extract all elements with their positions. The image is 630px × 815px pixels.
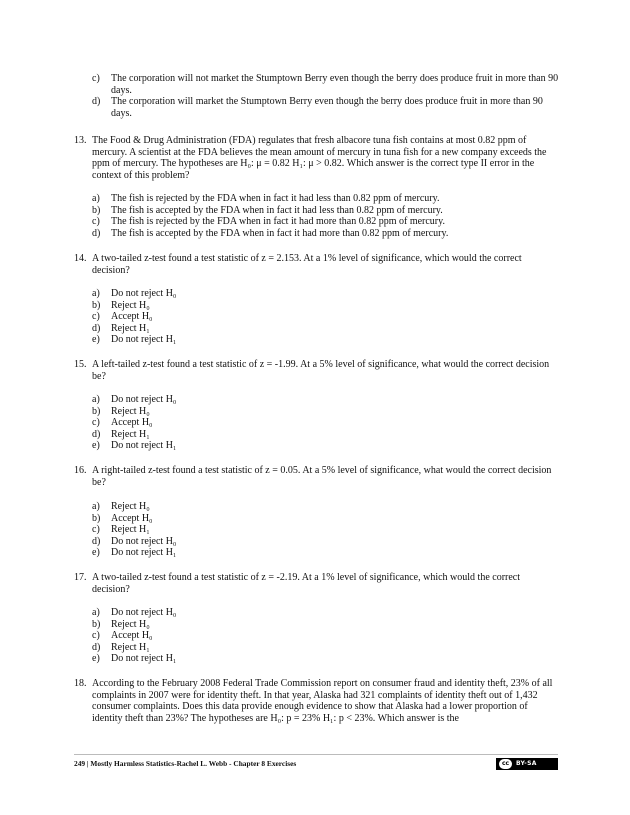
question-17 [74,572,560,595]
q16-options [92,501,562,559]
option-e [92,440,562,452]
option-letter: a) [92,501,100,512]
option-d [92,323,562,335]
option-text: Accept H₀ [111,311,153,323]
question-number: 14. [74,253,87,264]
question-number: 18. [74,678,87,689]
option-letter: d) [92,322,101,334]
license-label: BY-SA [516,760,537,768]
option-letter: b) [92,512,101,524]
option-text: Do not reject H₁ [111,440,177,452]
question-stem: A left-tailed z-test found a test statistic of z = -1.99. At a 5% level of significance, what would the correct decision be? [92,359,550,382]
option-b [92,619,562,631]
option-text: Reject H₁ [111,428,150,440]
option-text: Do not reject H₁ [111,653,177,665]
option-letter: c) [92,524,100,536]
cc-license-badge [496,758,558,770]
option-letter: b) [92,204,101,216]
option-letter: a) [92,288,100,299]
option-text: Reject H₁ [111,641,150,653]
option-text: The corporation will not market the Stumptown Berry even though the berry does produce fruit in more than 90 days. [111,73,559,96]
option-letter: a) [92,607,100,618]
q13-options [92,193,562,239]
question-16 [74,465,560,488]
option-text: Do not reject H₀ [111,607,177,618]
question-14 [74,253,560,276]
option-a [92,501,562,513]
question-stem: According to the February 2008 Federal Trade Commission report on consumer fraud and identity theft, 23% of all complaints in 2007 were for identity theft. In that year, Alaska had 321 complaints of identity theft out of 1,432 consumer complaints. Does this data provide enough evidence to show that Alaska had a lower proportion of identity theft than 23%? The hypotheses are H₀: p = 23% H₁: p < 23%. Which answer is the [92,678,553,724]
option-letter: b) [92,299,101,311]
option-letter: d) [92,428,101,440]
option-b [92,300,562,312]
q15-options [92,394,562,452]
question-13 [74,135,560,181]
option-letter: d) [92,535,101,547]
option-b [92,205,562,217]
option-text: Reject H₀ [111,501,150,512]
q12-options [92,73,562,119]
option-text: The fish is accepted by the FDA when in fact it had more than 0.82 ppm of mercury. [111,227,449,239]
page-footer [74,754,558,769]
option-letter: c) [92,311,100,323]
option-text: Do not reject H₁ [111,547,177,559]
footer-text: 249 | Mostly Harmless Statistics-Rachel L. Webb - Chapter 8 Exercises [74,759,297,768]
option-letter: b) [92,405,101,417]
option-text: Accept H₀ [111,417,153,429]
option-text: Reject H₁ [111,322,150,334]
option-a [92,288,562,300]
option-text: Reject H₀ [111,299,150,311]
option-c [92,630,562,642]
option-text: Accept H₀ [111,512,153,524]
question-15 [74,359,560,382]
option-a [92,607,562,619]
option-c [92,311,562,323]
option-letter: c) [92,73,100,84]
option-text: Accept H₀ [111,630,153,642]
option-text: Reject H₀ [111,405,150,417]
option-letter: d) [92,96,101,108]
option-e [92,653,562,665]
option-letter: e) [92,334,100,346]
option-a [92,193,562,205]
option-letter: d) [92,227,101,239]
option-b [92,406,562,418]
option-letter: e) [92,547,100,559]
question-stem: A two-tailed z-test found a test statistic of z = 2.153. At a 1% level of significance, which would the correct decision? [92,253,522,276]
option-letter: e) [92,653,100,665]
question-18 [74,678,560,724]
option-letter: a) [92,193,100,204]
option-d [92,536,562,548]
option-letter: d) [92,641,101,653]
option-text: Do not reject H₀ [111,535,177,547]
option-c [92,216,562,228]
option-d [92,228,562,240]
option-letter: b) [92,618,101,630]
option-d [92,429,562,441]
question-number: 13. [74,135,87,146]
option-text: The fish is rejected by the FDA when in fact it had less than 0.82 ppm of mercury. [111,193,440,204]
option-text: Reject H₁ [111,524,150,536]
option-a [92,394,562,406]
question-stem: A right-tailed z-test found a test statistic of z = 0.05. At a 5% level of significance, what would the correct decision be? [92,465,552,488]
option-letter: e) [92,440,100,452]
question-number: 16. [74,465,87,476]
question-number: 17. [74,572,87,583]
option-e [92,547,562,559]
option-b [92,513,562,525]
option-text: The fish is accepted by the FDA when in fact it had less than 0.82 ppm of mercury. [111,204,443,216]
option-c [92,524,562,536]
option-letter: c) [92,216,100,228]
option-d [92,96,562,119]
q14-options [92,288,562,346]
option-letter: a) [92,394,100,405]
option-letter: c) [92,417,100,429]
option-c [92,73,562,96]
option-letter: c) [92,630,100,642]
option-text: The fish is rejected by the FDA when in fact it had more than 0.82 ppm of mercury. [111,216,445,228]
option-text: Do not reject H₀ [111,288,177,299]
option-text: Do not reject H₀ [111,394,177,405]
option-e [92,334,562,346]
option-text: Do not reject H₁ [111,334,177,346]
question-stem: The Food & Drug Administration (FDA) regulates that fresh albacore tuna fish contains at most 0.82 ppm of mercury. A scientist at the FDA believes the mean amount of mercury in tuna fish for a new company exceeds the ppm of mercury. The hypotheses are H₀: μ = 0.82 H₁: μ > 0.82. Which answer is the correct type II error in the context of this problem? [92,135,547,181]
q17-options [92,607,562,665]
question-stem: A two-tailed z-test found a test statistic of z = -2.19. At a 1% level of significance, which would the correct decision? [92,572,521,595]
question-number: 15. [74,359,87,370]
option-text: Reject H₀ [111,618,150,630]
option-c [92,417,562,429]
option-text: The corporation will market the Stumptown Berry even though the berry does produce fruit in more than 90 days. [111,96,543,119]
cc-icon: cc [499,759,512,769]
option-d [92,642,562,654]
